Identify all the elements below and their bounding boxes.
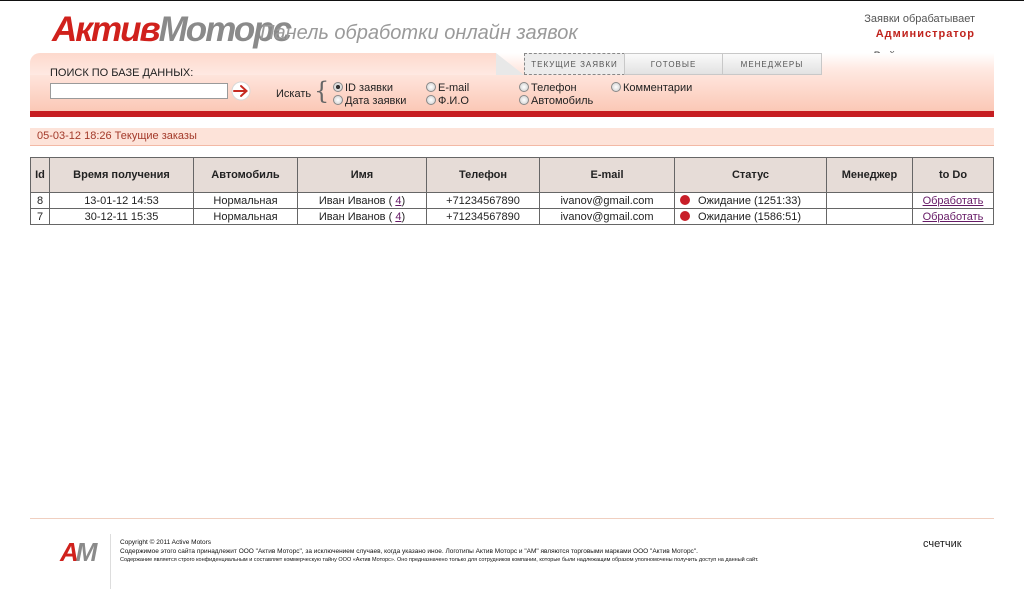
cell-name: Иван Иванов ( 4): [298, 193, 427, 209]
confidential-line: Содержание является строго конфиденциальным и составляет коммерческую тайну ООО «Актив Моторс». Оно предназначено только для сотрудников компании, которые были надлежащим образом уполномочены получить доступ на данный сайт.: [120, 557, 759, 563]
cell-car: Нормальная: [194, 193, 298, 209]
brace-decoration: {: [314, 77, 330, 105]
col-time[interactable]: Время получения: [50, 158, 194, 193]
status-dot-icon: [680, 211, 690, 221]
copyright-block: [120, 538, 759, 565]
tab-current-orders[interactable]: ТЕКУЩИЕ ЗАЯВКИ: [524, 53, 625, 75]
footer-logo: AM: [60, 537, 95, 567]
cell-manager: [827, 209, 913, 225]
table-row: [31, 193, 994, 209]
col-email[interactable]: E-mail: [540, 158, 675, 193]
tab-notch: [496, 53, 524, 75]
user-info: [864, 12, 975, 42]
cell-todo: [913, 209, 994, 225]
col-manager[interactable]: Менеджер: [827, 158, 913, 193]
radio-dot-icon: [611, 82, 621, 92]
top-border: [0, 0, 1024, 1]
col-phone[interactable]: Телефон: [427, 158, 540, 193]
status-text: 05-03-12 18:26 Текущие заказы: [37, 130, 197, 142]
radio-dot-icon: [333, 82, 343, 92]
cell-status: Ожидание (1586:51): [675, 209, 827, 225]
user-name: Администратор: [875, 28, 975, 40]
user-caption: Заявки обрабатывает: [864, 13, 975, 25]
red-divider: [30, 111, 994, 117]
cell-phone: +71234567890: [427, 209, 540, 225]
cell-time: 30-12-11 15:35: [50, 209, 194, 225]
radio-date[interactable]: Дата заявки: [333, 95, 406, 107]
search-in-label: Искать: [276, 88, 312, 100]
radio-phone[interactable]: Телефон: [519, 82, 577, 94]
col-todo[interactable]: to Do: [913, 158, 994, 193]
cell-id: 7: [31, 209, 50, 225]
cell-name: Иван Иванов ( 4): [298, 209, 427, 225]
page-tagline: Панель обработки онлайн заявок: [260, 22, 578, 44]
radio-email[interactable]: E-mail: [426, 82, 469, 94]
radio-dot-icon: [333, 95, 343, 105]
cell-status: Ожидание (1251:33): [675, 193, 827, 209]
col-car[interactable]: Автомобиль: [194, 158, 298, 193]
copyright-line: Copyright © 2011 Active Motors: [120, 539, 212, 546]
status-strip: [30, 128, 994, 146]
search-label: ПОИСК ПО БАЗЕ ДАННЫХ:: [50, 67, 194, 79]
logo: АктивМоторс: [52, 10, 291, 49]
orders-table: [30, 157, 994, 225]
cell-time: 13-01-12 14:53: [50, 193, 194, 209]
radio-dot-icon: [519, 95, 529, 105]
radio-dot-icon: [426, 82, 436, 92]
cell-manager: [827, 193, 913, 209]
cell-phone: +71234567890: [427, 193, 540, 209]
radio-dot-icon: [519, 82, 529, 92]
table-row: [31, 209, 994, 225]
col-status[interactable]: Статус: [675, 158, 827, 193]
search-go-arrow-icon[interactable]: [231, 81, 251, 101]
col-name[interactable]: Имя: [298, 158, 427, 193]
radio-id[interactable]: ID заявки: [333, 82, 393, 94]
process-link[interactable]: Обработать: [922, 210, 984, 223]
search-input[interactable]: [50, 83, 228, 99]
counter: счетчик: [923, 538, 962, 550]
process-link[interactable]: Обработать: [922, 194, 984, 207]
radio-dot-icon: [426, 95, 436, 105]
cell-email: ivanov@gmail.com: [540, 209, 675, 225]
status-dot-icon: [680, 195, 690, 205]
name-count-link[interactable]: 4: [395, 210, 402, 223]
ownership-line: Содержимое этого сайта принадлежит ООО "Актив Моторс", за исключением случаев, когда указано иное. Логотипы Актив Моторс и "АМ" являются торговыми марками ООО "Актив Моторс".: [120, 548, 698, 555]
table-header-row: [31, 158, 994, 193]
footer-vertical-divider: [110, 534, 111, 589]
tab-managers[interactable]: МЕНЕДЖЕРЫ: [722, 53, 822, 75]
footer-divider: [30, 518, 994, 519]
cell-id: 8: [31, 193, 50, 209]
name-count-link[interactable]: 4: [395, 194, 402, 207]
radio-car[interactable]: Автомобиль: [519, 95, 593, 107]
radio-comments[interactable]: Комментарии: [611, 82, 692, 94]
tab-done[interactable]: ГОТОВЫЕ: [624, 53, 723, 75]
radio-fio[interactable]: Ф.И.О: [426, 95, 469, 107]
cell-car: Нормальная: [194, 209, 298, 225]
col-id[interactable]: Id: [31, 158, 50, 193]
cell-email: ivanov@gmail.com: [540, 193, 675, 209]
cell-todo: [913, 193, 994, 209]
